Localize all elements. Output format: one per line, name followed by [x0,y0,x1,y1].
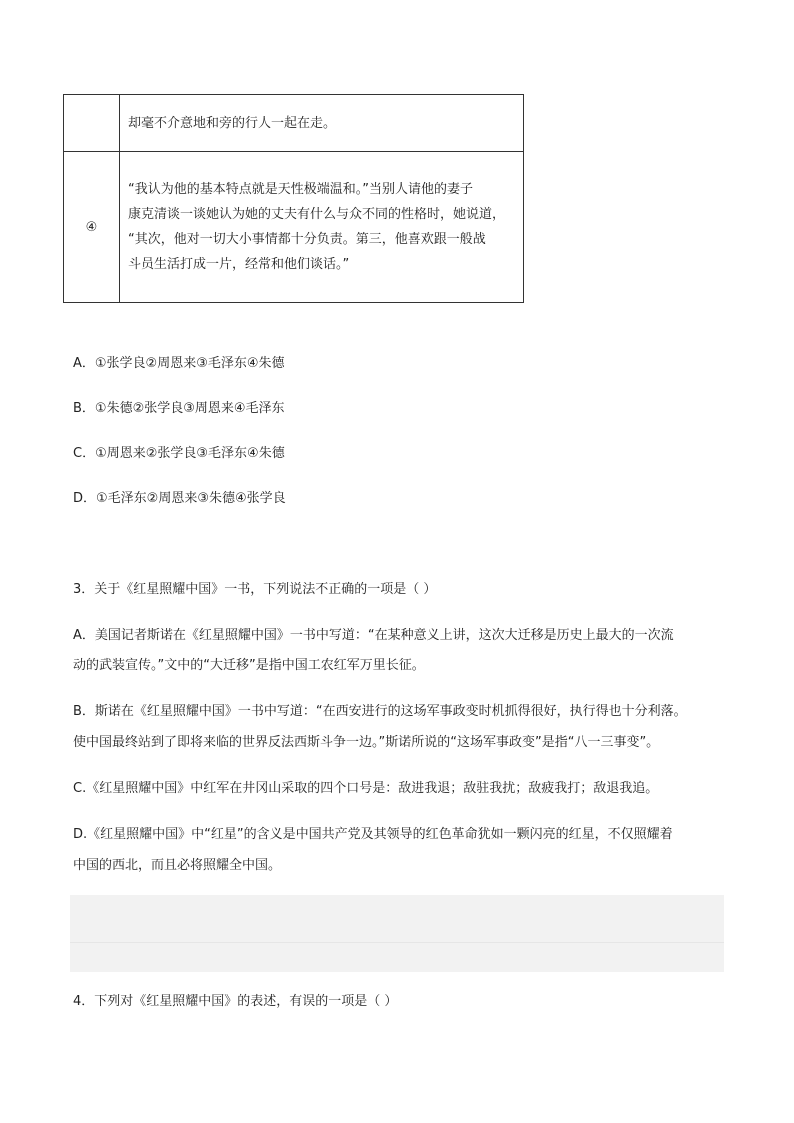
q3-stem: 3．关于《红星照耀中国》一书，下列说法不正确的一项是（ ） [73,582,437,597]
q2-option-b[interactable]: B．①朱德②张学良③周恩来④毛泽东 [73,401,285,416]
q3-option-b-line1[interactable]: B．斯诺在《红星照耀中国》一书中写道：“在西安进行的这场军事政变时机抓得很好，执行得也十分利落。 [73,704,687,719]
row-text-line: 斗员生活打成一片，经常和他们谈话。” [128,257,350,272]
q3-option-a-line2[interactable]: 动的武装宣传。”文中的“大迁移”是指中国工农红军万里长征。 [73,658,425,673]
answer-area-divider [70,942,724,943]
q2-option-d[interactable]: D．①毛泽东②周恩来③朱德④张学良 [73,491,286,506]
row-number: ④ [64,152,120,303]
q3-option-d-line1[interactable]: D.《红星照耀中国》中“红星”的含义是中国共产党及其领导的红色革命犹如一颗闪亮的红星，不仅照耀着 [73,827,673,842]
answer-area [70,895,724,972]
q3-option-c[interactable]: C.《红星照耀中国》中红军在井冈山采取的四个口号是：敌进我退；敌驻我扰；敌疲我打；敌退我追。 [73,781,659,796]
table-row [64,95,524,152]
row-number [64,95,120,152]
row-text-line: 康克清谈一谈她认为她的丈夫有什么与众不同的性格时，她说道， [128,207,506,222]
q3-option-b-line2[interactable]: 使中国最终站到了即将来临的世界反法西斯斗争一边。”斯诺所说的“这场军事政变”是指“八一三事变”。 [73,735,660,750]
q4-stem: 4．下列对《红星照耀中国》的表述，有误的一项是（ ） [73,994,398,1009]
row-text-line: 却毫不介意地和旁的行人一起在走。 [128,115,337,131]
q2-option-a[interactable]: A．①张学良②周恩来③毛泽东④朱德 [73,356,285,371]
row-text-line: “我认为他的基本特点就是天性极端温和。”当别人请他的妻子 [128,182,473,197]
row-text [120,95,524,152]
q3-option-d-line2[interactable]: 中国的西北，而且必将照耀全中国。 [73,858,282,873]
row-text [120,152,524,303]
table-row [64,152,524,303]
question-table [63,94,524,303]
row-text-line: “其次，他对一切大小事情都十分负责。第三，他喜欢跟一般战 [128,232,486,247]
q3-option-a-line1[interactable]: A．美国记者斯诺在《红星照耀中国》一书中写道：“在某种意义上讲，这次大迁移是历史上最大的一次流 [73,628,674,643]
q2-option-c[interactable]: C．①周恩来②张学良③毛泽东④朱德 [73,446,285,461]
